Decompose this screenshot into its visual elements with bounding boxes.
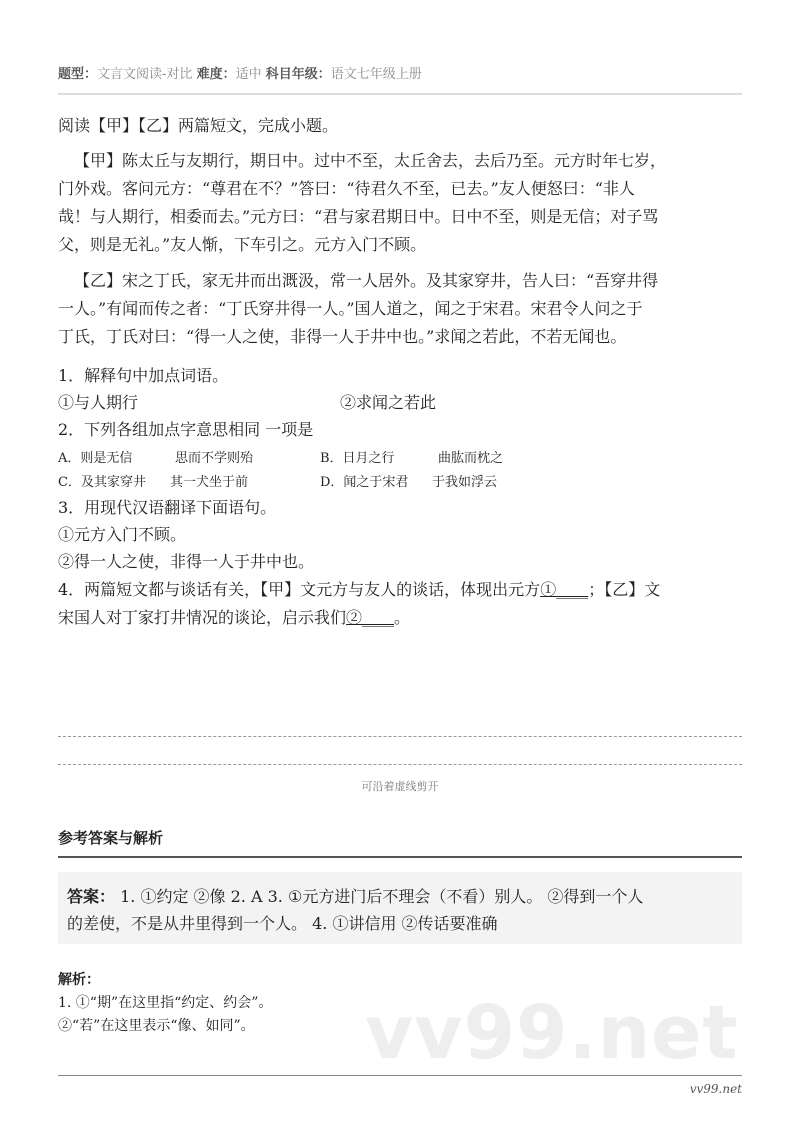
type-value: 文言文阅读-对比 xyxy=(97,67,193,82)
q4-text: 4．两篇短文都与谈话有关，【甲】文元方与友人的谈话，体现出元方 xyxy=(58,580,541,599)
question-4-line xyxy=(58,580,660,600)
difficulty-label: 难度： xyxy=(196,67,236,82)
question-2: 2．下列各组加点字意思相同 一项是 xyxy=(58,420,314,439)
option-d-pair: 于我如浮云 xyxy=(432,475,498,490)
question-1-item-a: ①与人期行 xyxy=(58,393,139,412)
passage-yi-line: 一人。”有闻而传之者：“丁氏穿井得一人。”国人道之，闻之于宋君。宋君令人问之于 xyxy=(58,299,643,318)
question-3-item-a: ①元方入门不顾。 xyxy=(58,525,187,544)
question-1: 1．解释句中加点词语。 xyxy=(58,366,229,385)
footer-divider xyxy=(58,1075,742,1076)
option-b-pair: 曲肱而枕之 xyxy=(438,451,504,466)
header-divider xyxy=(58,93,742,95)
option-c: C．及其家穿井 xyxy=(58,475,146,490)
cut-line xyxy=(58,736,742,737)
question-meta xyxy=(58,63,422,82)
answer-divider xyxy=(58,856,742,858)
cut-line xyxy=(58,764,742,765)
q4-text: 。 xyxy=(394,608,411,627)
passage-yi-line: 【乙】宋之丁氏，家无井而出溉汲，常一人居外。及其家穿井，告人曰：“吾穿井得 xyxy=(74,271,659,290)
passage-jia-line: 父，则是无礼。”友人惭，下车引之。元方入门不顾。 xyxy=(58,235,427,254)
cut-hint: 可沿着虚线剪开 xyxy=(361,780,439,793)
analysis-line: ②“若”在这里表示“像、如同”。 xyxy=(58,1018,255,1034)
q4-text: 宋国人对丁家打井情况的谈论，启示我们 xyxy=(58,608,347,627)
analysis-label: 解析： xyxy=(58,972,100,988)
answer-label: 答案： xyxy=(67,887,116,906)
difficulty-value: 适中 xyxy=(235,67,262,82)
option-c-pair: 其一犬坐于前 xyxy=(170,475,249,490)
question-3: 3．用现代汉语翻译下面语句。 xyxy=(58,498,277,517)
question-3-item-b: ②得一人之使，非得一人于井中也。 xyxy=(58,552,315,571)
option-d: D．闻之于宋君 xyxy=(320,475,409,490)
subject-label: 科目年级： xyxy=(265,67,331,82)
watermark: vv99.net xyxy=(365,990,739,1076)
type-label: 题型： xyxy=(58,67,98,82)
passage-jia-line: 【甲】陈太丘与友期行，期日中。过中不至，太丘舍去，去后乃至。元方时年七岁， xyxy=(74,151,667,170)
passage-jia-line: 哉！与人期行，相委而去。”元方曰：“君与家君期日中。日中不至，则是无信；对子骂 xyxy=(58,207,659,226)
answer-line xyxy=(67,887,643,907)
answer-text: 1. ①约定 ②像 2. A 3. ①元方进门后不理会（不看）别人。 ②得到一个人 xyxy=(115,887,644,906)
passage-jia-line: 门外戏。客问元方：“尊君在不？”答曰：“待君久不至，已去。”友人便怒曰：“非人 xyxy=(58,179,635,198)
answer-line: 的差使，不是从井里得到一个人。 4. ①讲信用 ②传话要准确 xyxy=(67,914,498,933)
question-4-line xyxy=(58,608,410,628)
answer-blank-1[interactable]: ①____ xyxy=(540,580,589,599)
passage-yi-line: 丁氏，丁氏对曰：“得一人之使，非得一人于井中也。”求闻之若此，不若无闻也。 xyxy=(58,327,627,346)
analysis-line: 1. ①“期”在这里指“约定、约会”。 xyxy=(58,995,273,1011)
q4-text: ；【乙】文 xyxy=(588,580,661,599)
option-a: A．则是无信 xyxy=(58,451,133,466)
subject-value: 语文七年级上册 xyxy=(330,67,422,82)
answer-section-title: 参考答案与解析 xyxy=(58,829,164,847)
option-b: B．日月之行 xyxy=(320,451,395,466)
option-a-pair: 思而不学则殆 xyxy=(175,451,254,466)
answer-blank-2[interactable]: ②____ xyxy=(346,608,395,627)
question-1-item-b: ②求闻之若此 xyxy=(340,393,437,412)
intro: 阅读【甲】【乙】两篇短文，完成小题。 xyxy=(58,116,339,135)
footer-site: vv99.net xyxy=(689,1082,742,1096)
